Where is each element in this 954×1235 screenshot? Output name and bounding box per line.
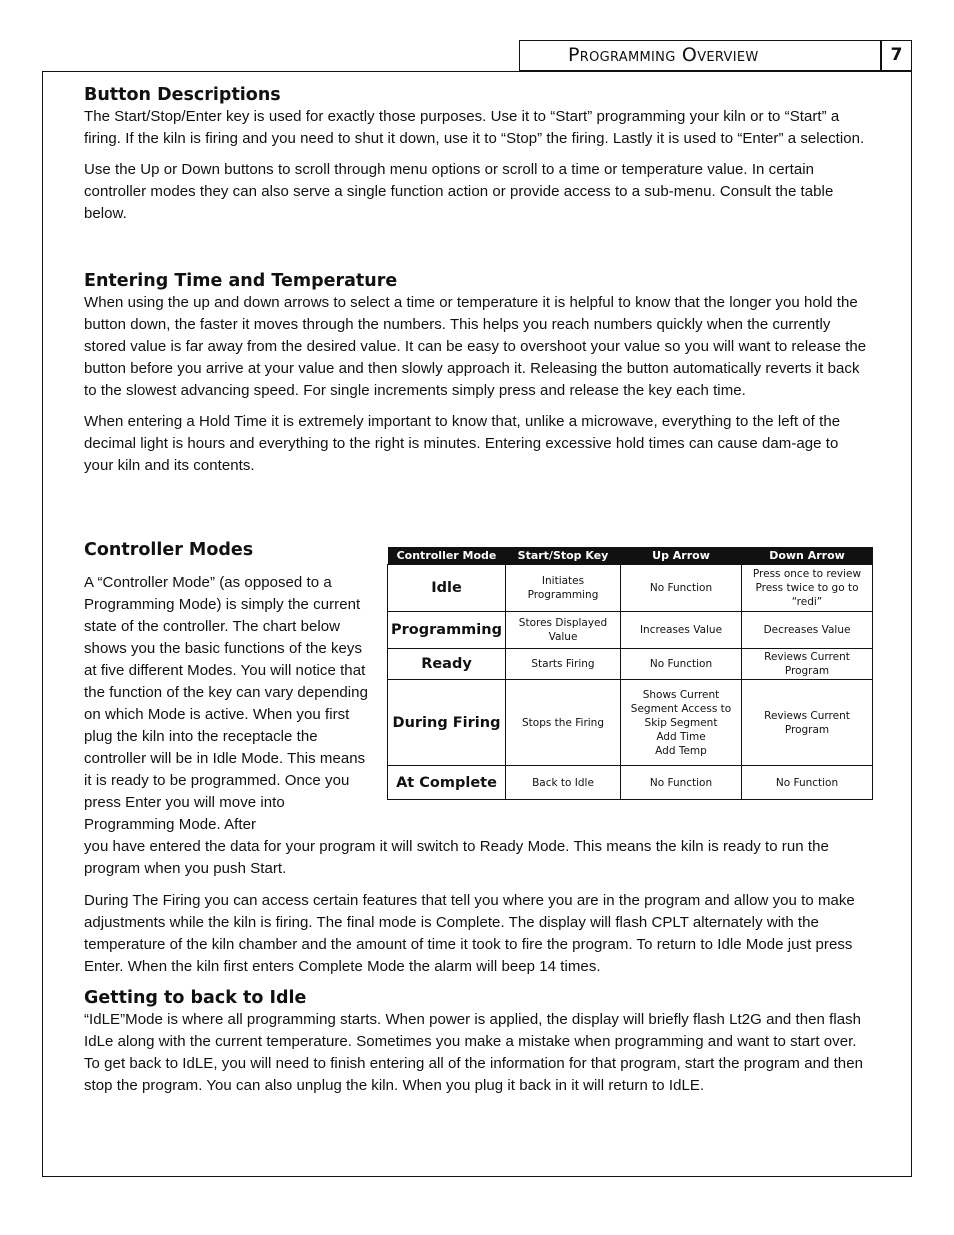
- header-down-arrow: Down Arrow: [742, 547, 873, 565]
- paragraph-wide: you have entered the data for your program it will switch to Ready Mode. This means the kiln is ready to run the program when you push Start.: [84, 838, 829, 877]
- cell-mode: Programming: [388, 612, 506, 649]
- cell-line: No Function: [775, 776, 839, 789]
- cell-mode: Idle: [388, 565, 506, 612]
- cell-start-stop: [506, 649, 621, 680]
- cell-start-stop: [506, 680, 621, 766]
- section-button-descriptions: [84, 84, 870, 225]
- table-row: [388, 565, 873, 612]
- title-cap-p: P: [568, 44, 580, 66]
- header-controller-mode: Controller Mode: [388, 547, 506, 565]
- cell-line: No Function: [649, 658, 713, 670]
- cell-line: Program: [784, 723, 830, 736]
- cell-up: [621, 612, 742, 649]
- paragraph: When entering a Hold Time it is extremely important to know that, unlike a microwave, everything to the left of the decimal light is hours and everything to the right is minutes. Entering excessive hold times can cause dam-age to your kiln and its contents.: [84, 413, 841, 474]
- cell-start-stop: [506, 565, 621, 612]
- cell-line: Shows Current: [642, 688, 720, 701]
- cell-line: Back to Idle: [532, 776, 594, 789]
- cell-mode: During Firing: [388, 680, 506, 766]
- paragraph: During The Firing you can access certain features that tell you where you are in the program and allow you to make adjustments while the kiln is firing. The final mode is Complete. The display will flash CPLT alternately with the temperature of the kiln chamber and the amount of time it took to fire the program. To return to Idle Mode just press Enter. When the kiln first enters Complete Mode the alarm will beep 14 times.: [84, 892, 855, 975]
- cell-line: No Function: [649, 776, 713, 789]
- cell-down: [742, 680, 873, 766]
- heading-button-descriptions: Button Descriptions: [84, 85, 281, 105]
- cell-line: Press twice to go to: [755, 582, 859, 594]
- page-title: [519, 40, 881, 71]
- title-cap-o: O: [681, 44, 698, 66]
- cell-line: Program: [784, 665, 830, 677]
- table-row: [388, 766, 873, 800]
- heading-back-to-idle: Getting to back to Idle: [84, 988, 307, 1008]
- cell-down: [742, 612, 873, 649]
- cell-mode: Ready: [388, 649, 506, 680]
- cell-line: Decreases Value: [763, 624, 851, 636]
- cell-line: Add Time: [656, 730, 706, 743]
- cell-line: Starts Firing: [531, 658, 595, 670]
- cell-up: [621, 565, 742, 612]
- title-rest-overview: verview: [697, 44, 759, 66]
- cell-line: Reviews Current: [764, 709, 850, 722]
- cell-line: Reviews Current: [764, 651, 850, 663]
- heading-controller-modes: Controller Modes: [84, 540, 254, 560]
- table-row: [388, 612, 873, 649]
- page-number: 7: [881, 40, 912, 71]
- cell-start-stop: [506, 612, 621, 649]
- cell-down: [742, 565, 873, 612]
- cell-line: Add Temp: [655, 744, 707, 757]
- heading-entering-time: Entering Time and Temperature: [84, 271, 398, 291]
- cell-down: [742, 766, 873, 800]
- header-up-arrow: Up Arrow: [621, 547, 742, 565]
- table-header-row: [388, 547, 873, 565]
- cell-up: [621, 766, 742, 800]
- cell-line: Press once to review: [752, 568, 862, 580]
- cell-up: [621, 680, 742, 766]
- cell-line: No Function: [649, 582, 713, 594]
- paragraph-narrow: A “Controller Mode” (as opposed to a Programming Mode) is simply the current state of the controller. The chart below shows you the basic functions of the keys at five different Modes. You will notice that the function of the key can vary depending on which Mode is active. When you first plug the kiln into the receptacle the controller will be in Idle Mode. This means it is ready to be programmed. Once you press Enter you will move into Programming Mode. After: [84, 574, 368, 833]
- title-rest-programming: rogramming: [579, 44, 676, 66]
- cell-line: Value: [548, 631, 578, 643]
- cell-line: “redi”: [791, 596, 823, 608]
- section-entering-time: [84, 270, 870, 477]
- paragraph: The Start/Stop/Enter key is used for exactly those purposes. Use it to “Start” programming your kiln or to “Start” a firing. If the kiln is firing and you need to shut it down, use it to “Stop” the firing. Lastly it is used to “Enter” a selection.: [84, 108, 865, 147]
- cell-mode: At Complete: [388, 766, 506, 800]
- paragraph: “IdLE”Mode is where all programming starts. When power is applied, the display will briefly flash Lt2G and then flash IdLe along with the current temperature. Sometimes you make a mistake when programming and want to start over. To get back to IdLE, you will need to finish entering all of the information for that program, start the program and then stop the program. You can also unplug the kiln. When you plug it back in it will return to IdLE.: [84, 1011, 863, 1094]
- cell-up: [621, 649, 742, 680]
- table-row: [388, 649, 873, 680]
- cell-line: Increases Value: [639, 624, 723, 636]
- header-start-stop: Start/Stop Key: [506, 547, 621, 565]
- paragraph: Use the Up or Down buttons to scroll through menu options or scroll to a time or temperature value. In certain controller modes they can also serve a single function action or provide access to a sub-menu. Consult the table below.: [84, 161, 834, 222]
- paragraph: When using the up and down arrows to select a time or temperature it is helpful to know that the longer you hold the button down, the faster it moves through the numbers. This helps you reach numbers quickly when the currently stored value is far away from the desired value. It can be easy to overshoot your value so you will want to release the button before you arrive at your value and then slowly approach it. Releasing the button automatically reverts it back to the slowest advancing speed. For single increments simply press and release the key each time.: [84, 294, 867, 399]
- cell-line: Segment Access to: [630, 702, 732, 715]
- table-row: [388, 680, 873, 766]
- cell-line: Stops the Firing: [522, 716, 604, 729]
- cell-start-stop: [506, 766, 621, 800]
- section-back-to-idle: [84, 987, 870, 1097]
- cell-line: Stores Displayed: [518, 617, 608, 629]
- cell-down: [742, 649, 873, 680]
- controller-modes-table: [387, 547, 873, 800]
- cell-line: Initiates Programming: [527, 575, 599, 601]
- cell-line: Skip Segment: [644, 716, 718, 729]
